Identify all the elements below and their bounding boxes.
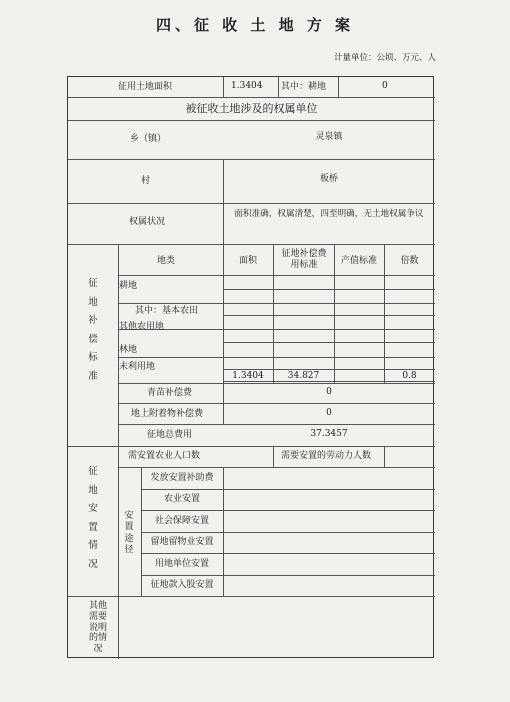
town-value: 灵泉镇	[315, 132, 343, 142]
route-item-agri: 农业安置	[163, 494, 200, 504]
row-cultivated-name: 耕地	[119, 281, 138, 291]
row-basic-farmland-name: 其中：基本农田	[135, 306, 199, 316]
cultivated-label: 其中：耕地	[281, 82, 327, 92]
route-item-subsidy: 发放安置补助费	[150, 473, 214, 483]
header-multiple: 倍数	[400, 256, 419, 266]
farm-pop-label: 需安置农业人口数	[128, 451, 201, 461]
row-unused-name: 未利用地	[119, 362, 156, 372]
row-unused-fee: 34.827	[287, 371, 320, 381]
other-label: 其他需要说明的情况	[88, 601, 107, 655]
cultivated-value: 0	[382, 81, 388, 91]
labor-label: 需要安置的劳动力人数	[281, 451, 372, 461]
page-title: 四、征 收 土 地 方 案	[155, 16, 355, 34]
route-label: 安置途径	[124, 511, 134, 555]
row-unused-area: 1.3404	[232, 371, 264, 381]
route-item-equity: 征地款入股安置	[150, 580, 214, 590]
row-forest-name: 林地	[119, 345, 138, 355]
row-unused-multiple: 0.8	[402, 371, 417, 381]
route-item-social: 社会保障安置	[154, 516, 209, 526]
header-area: 面积	[238, 256, 257, 266]
status-label: 权属状况	[129, 217, 166, 227]
resettlement-side-label: 征地安置情况	[88, 466, 98, 570]
header-output-standard: 产值标准	[340, 256, 377, 266]
village-value: 板桥	[319, 174, 338, 184]
crop-label: 青苗补偿费	[147, 388, 193, 398]
land-area-label: 征用土地面积	[118, 82, 173, 92]
route-item-employer: 用地单位安置	[154, 559, 209, 569]
header-fee-standard: 征地补偿费用标准	[281, 249, 327, 271]
unit-note: 计量单位：公顷、万元、人	[333, 53, 436, 63]
form-table	[67, 76, 434, 658]
crop-value: 0	[326, 387, 332, 397]
total-value: 37.3457	[310, 429, 348, 439]
header-land-type: 地类	[157, 256, 176, 266]
attach-label: 地上附着物补偿费	[131, 409, 204, 419]
status-value: 面积准确，权属清楚，四至明确，无土地权属争议	[234, 209, 424, 219]
row-other-agri-name: 其他农用地	[119, 322, 165, 332]
total-label: 征地总费用	[147, 430, 193, 440]
ownership-section-title: 被征收土地涉及的权属单位	[185, 102, 318, 115]
village-label: 村	[141, 176, 151, 186]
land-area-value: 1.3404	[231, 81, 263, 91]
town-label: 乡（镇）	[130, 134, 167, 144]
route-item-land-property: 留地留物业安置	[150, 537, 214, 547]
attach-value: 0	[326, 408, 332, 418]
compensation-side-label: 征地补偿标准	[88, 278, 98, 382]
